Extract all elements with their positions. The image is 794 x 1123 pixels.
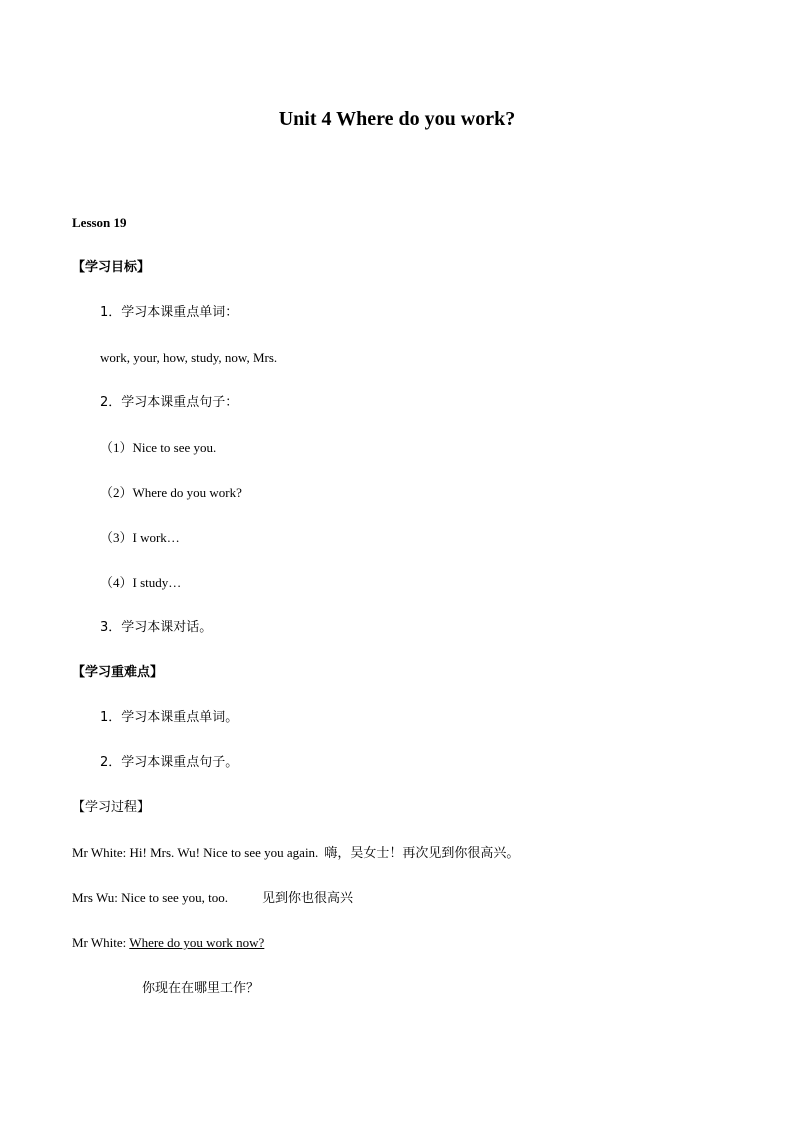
- dialogue-line: [72, 889, 353, 908]
- document-title: Unit 4 Where do you work?: [278, 108, 516, 130]
- objective-item: work, your, how, study, now, Mrs.: [100, 350, 278, 365]
- dialogue-line: [72, 844, 519, 863]
- dialogue-speaker: Mr White:: [72, 845, 127, 860]
- section-heading-objectives: 【学习目标】: [72, 260, 151, 275]
- section-heading-key-points: 【学习重难点】: [72, 665, 164, 680]
- dialogue-line: [72, 934, 264, 952]
- objective-item: （2）Where do you work?: [100, 485, 242, 500]
- dialogue-translation: 你现在在哪里工作？: [142, 981, 260, 996]
- objective-item: 2．学习本课重点句子：: [100, 395, 239, 410]
- objective-item: （4）I study…: [100, 575, 182, 590]
- key-point-item: 2．学习本课重点句子。: [100, 755, 239, 770]
- dialogue-chinese: 见到你也很高兴: [261, 891, 353, 906]
- dialogue-english: Where do you work now?: [129, 935, 265, 950]
- objective-item: 1．学习本课重点单词：: [100, 305, 239, 320]
- lesson-label: Lesson 19: [72, 215, 127, 230]
- objective-item: （1）Nice to see you.: [100, 440, 217, 455]
- dialogue-speaker: Mrs Wu:: [72, 890, 118, 905]
- key-point-item: 1．学习本课重点单词。: [100, 710, 239, 725]
- dialogue-speaker: Mr White:: [72, 935, 127, 950]
- objective-item: 3．学习本课对话。: [100, 620, 213, 635]
- objective-item: （3）I work…: [100, 530, 180, 545]
- dialogue-english: Hi! Mrs. Wu! Nice to see you again.: [129, 845, 319, 860]
- section-heading-process: 【学习过程】: [72, 800, 151, 815]
- dialogue-chinese: 嗨，吴女士！再次见到你很高兴。: [324, 846, 520, 861]
- dialogue-english: Nice to see you, too.: [121, 890, 228, 905]
